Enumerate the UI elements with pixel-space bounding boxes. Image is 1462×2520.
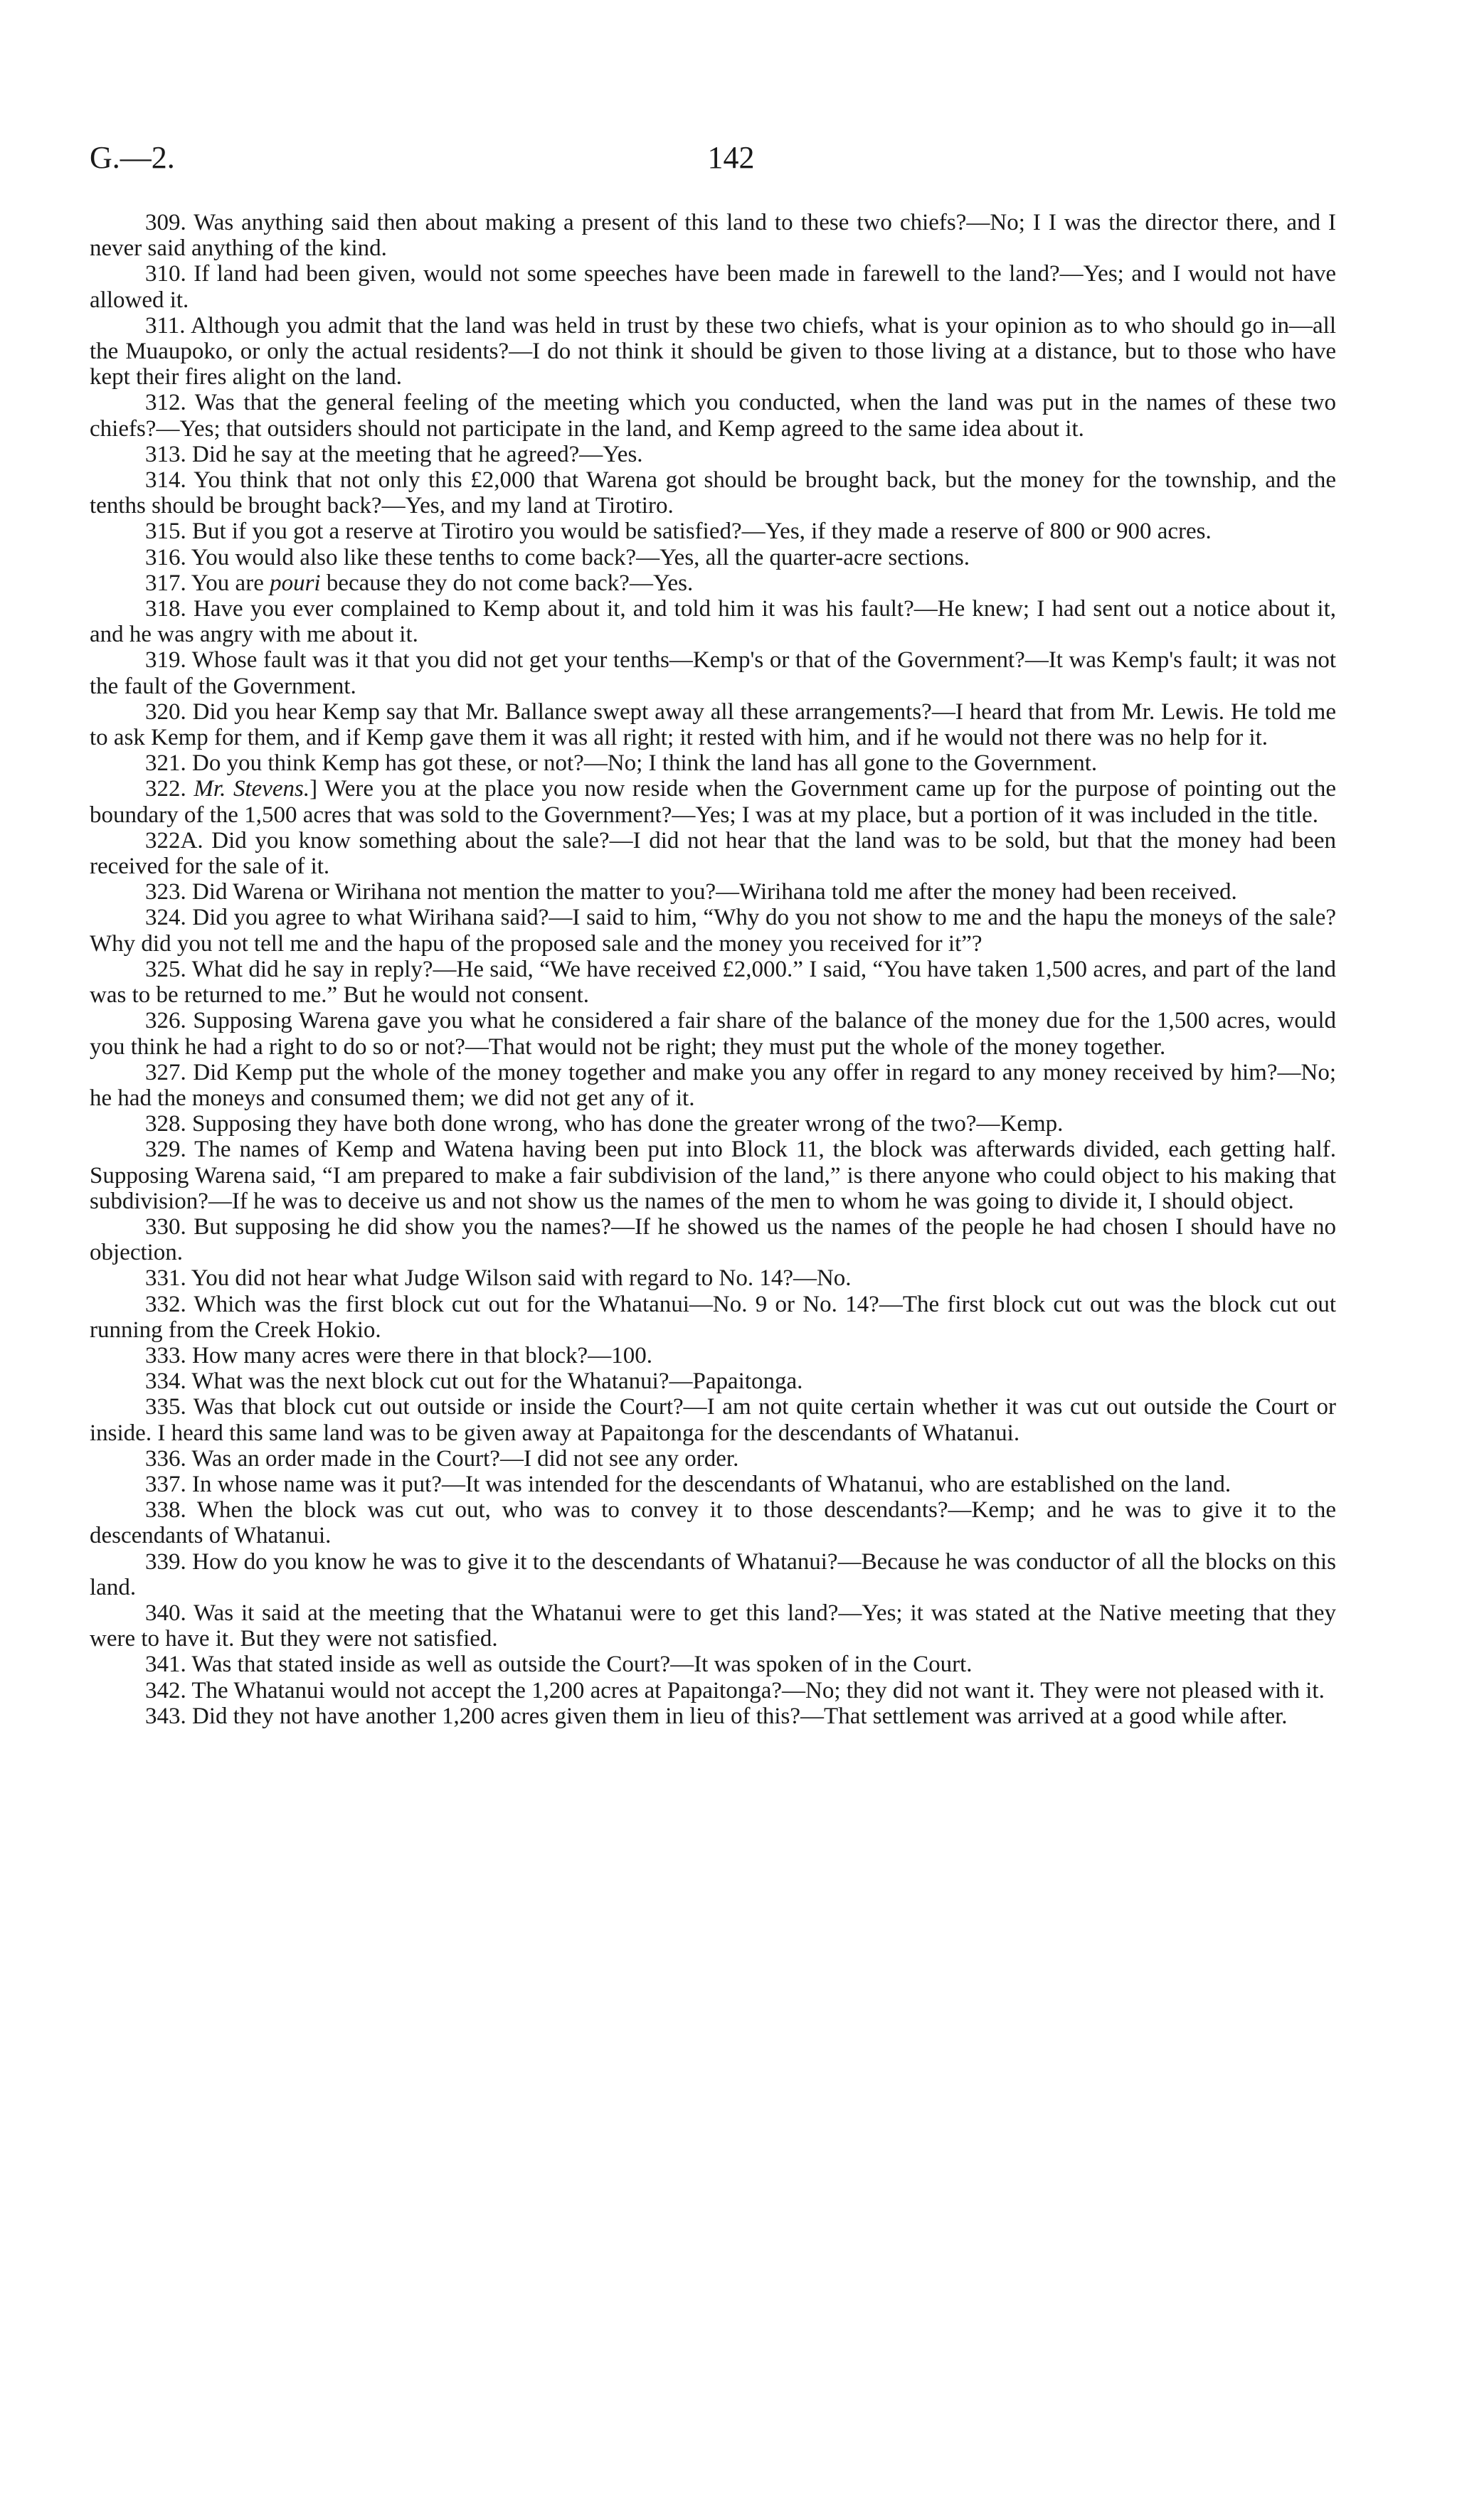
- answer-text: —It was intended for the descendants of Whatanui, who are established on the land.: [442, 1471, 1231, 1497]
- question-number: 339.: [145, 1548, 186, 1575]
- question-number: 329.: [145, 1137, 186, 1163]
- testimony-paragraph: [90, 1472, 1336, 1497]
- question-text: Do you think Kemp has got these, or not?: [186, 750, 584, 777]
- testimony-paragraph: [90, 1111, 1336, 1137]
- answer-text: —Wirihana told me after the money had been received.: [716, 879, 1237, 905]
- question-number: 315.: [145, 519, 186, 545]
- question-text: Which was the first block cut out for the Whatanui—No. 9 or No. 14?: [186, 1291, 879, 1317]
- question-text: What did he say in reply?: [186, 956, 433, 982]
- question-text: Was anything said then about making a present of this land to these two chiefs?: [186, 210, 967, 235]
- question-text: You would also like these tenths to come back?: [186, 544, 637, 570]
- answer-text: —No.: [793, 1265, 852, 1292]
- question-text: Did you hear Kemp say that Mr. Ballance swept away all these arrangements?: [186, 698, 932, 725]
- answer-text: —He said, “We have received £2,000.” I said, “You have taken 1,500 acres, and part of the land was to be returned to me.” But he would not consent.: [90, 956, 1336, 1009]
- answer-text: —If he was to deceive us and not show us the names of the men to whom he was going to divide it, I should object.: [208, 1188, 1294, 1214]
- testimony-paragraph: [90, 957, 1336, 1008]
- answer-text: —That settlement was arrived at a good while after.: [800, 1703, 1288, 1729]
- question-text: Was an order made in the Court?: [186, 1445, 500, 1472]
- testimony-paragraph: [90, 442, 1336, 467]
- testimony-paragraph: [90, 1549, 1336, 1600]
- page-header: [90, 139, 1372, 182]
- answer-text: —I did not see any order.: [499, 1445, 739, 1472]
- testimony-paragraph: [90, 570, 1336, 596]
- answer-text: —I heard that from Mr. Lewis. He told me to ask Kemp for them, and if Kemp gave them it was all right; it rested with him, and if he would not there was no help for it.: [90, 698, 1336, 751]
- question-number: 330.: [145, 1213, 186, 1240]
- question-number: 325.: [145, 956, 186, 982]
- answer-text: —I do not think it should be given to those living at a distance, but to those who have kept their fires alight on the land.: [90, 339, 1336, 390]
- question-number: 326.: [145, 1008, 186, 1034]
- answer-text: —Yes; that outsiders should not participate in the land, and Kemp agreed to the same idea about it.: [156, 415, 1084, 442]
- testimony-paragraph: [90, 1137, 1336, 1214]
- question-number: 332.: [145, 1291, 186, 1317]
- testimony-paragraph: [90, 390, 1336, 441]
- testimony-paragraph: [90, 1008, 1336, 1059]
- testimony-paragraph: [90, 1060, 1336, 1111]
- question-number: 310.: [145, 261, 186, 287]
- testimony-paragraph: [90, 1600, 1336, 1652]
- answer-text: —Yes; I was at my place, but a portion of it was included in the title.: [672, 802, 1318, 828]
- question-text: Did you agree to what Wirihana said?: [186, 905, 549, 931]
- question-number: 320.: [145, 698, 186, 725]
- testimony-paragraph: [90, 1368, 1336, 1394]
- question-text: Did Kemp put the whole of the money together and make you any offer in regard to any money received by him?: [186, 1059, 1278, 1085]
- answer-text: —Yes, if they made a reserve of 800 or 900 acres.: [741, 519, 1212, 545]
- question-number: 328.: [145, 1111, 186, 1137]
- testimony-paragraph: [90, 261, 1336, 312]
- testimony-paragraph: [90, 699, 1336, 750]
- answer-text: —Yes, and my land at Tirotiro.: [381, 493, 674, 519]
- testimony-paragraph: [90, 828, 1336, 879]
- answer-text: —I did not hear that the land was to be sold, but that the money had been received for the sale of it.: [90, 827, 1336, 880]
- question-text: Was it said at the meeting that the Whatanui were to get this land?: [186, 1600, 839, 1626]
- question-number: 337.: [145, 1471, 186, 1497]
- question-text: In whose name was it put?: [186, 1471, 442, 1497]
- testimony-paragraph: [90, 1394, 1336, 1445]
- answer-text: —Yes; it was stated at the Native meeting that they were to have it. But they were not satisfied.: [90, 1600, 1336, 1652]
- testimony-paragraph: [90, 313, 1336, 390]
- question-number: 312.: [145, 390, 186, 416]
- question-text: If land had been given, would not some speeches have been made in farewell to the land?: [186, 261, 1060, 287]
- answer-text: —Yes, all the quarter-acre sections.: [636, 544, 970, 570]
- question-text: Supposing Warena gave you what he considered a fair share of the balance of the money due for the 1,500 acres, would you think he had a right to do so or not?: [90, 1008, 1336, 1060]
- answer-text: —100.: [588, 1342, 652, 1368]
- answer-text: —Because he was conductor of all the blocks on this land.: [90, 1548, 1336, 1600]
- question-number: 316.: [145, 544, 186, 570]
- question-text: You did not hear what Judge Wilson said with regard to No. 14?: [186, 1265, 793, 1292]
- question-number: 334.: [145, 1368, 186, 1395]
- testimony-paragraph: [90, 1703, 1336, 1729]
- testimony-paragraph: [90, 467, 1336, 519]
- question-text: Although you admit that the land was held in trust by these two chiefs, what is your opinion as to who should go in—all the Muaupoko, or only the actual residents?: [90, 312, 1336, 365]
- question-text: How do you know he was to give it to the descendants of Whatanui?: [186, 1548, 838, 1575]
- answer-text: —Kemp; and he was to give it to the descendants of Whatanui.: [90, 1497, 1336, 1549]
- question-number: 343.: [145, 1703, 186, 1729]
- testimony-paragraph: [90, 210, 1336, 261]
- testimony-paragraph: [90, 1652, 1336, 1677]
- testimony-paragraph: [90, 750, 1336, 776]
- question-number: 317.: [145, 570, 186, 596]
- question-text: Supposing they have both done wrong, who has done the greater wrong of the two?: [186, 1111, 977, 1137]
- answer-text: —No; I I was the director there, and I never said anything of the kind.: [90, 210, 1337, 262]
- question-text: Whose fault was it that you did not get your tenths—Kemp's or that of the Government?: [186, 647, 1025, 674]
- answer-text: —Kemp.: [976, 1111, 1064, 1137]
- testimony-paragraph: [90, 519, 1336, 544]
- question-number: 311.: [145, 312, 186, 339]
- document-id: G.—2.: [90, 140, 175, 175]
- question-text: What was the next block cut out for the Whatanui?: [186, 1368, 669, 1395]
- question-number: 331.: [145, 1265, 186, 1292]
- answer-text: —It was spoken of in the Court.: [670, 1652, 973, 1678]
- testimony-paragraph: [90, 647, 1336, 698]
- testimony-paragraph: [90, 596, 1336, 647]
- answer-text: —No; he had the moneys and consumed them; we did not get any of it.: [90, 1059, 1336, 1111]
- question-text: When the block was cut out, who was to convey it to those descendants?: [186, 1497, 948, 1524]
- answer-text: —I am not quite certain whether it was cut out outside the Court or inside. I heard this same land was to be given away at Papaitonga for the descendants of Whatanui.: [90, 1394, 1337, 1446]
- answer-text: —Papaitonga.: [669, 1368, 803, 1395]
- question-text: Was that block cut out outside or inside the Court?: [186, 1394, 684, 1420]
- testimony-paragraph: [90, 776, 1336, 827]
- question-text: Was that the general feeling of the meeting which you conducted, when the land was put in the names of these two chiefs?: [90, 390, 1336, 442]
- question-number: 321.: [145, 750, 186, 777]
- question-text: because they do not come back?: [320, 570, 630, 596]
- answer-text: —The first block cut out was the block cut out running from the Creek Hokio.: [90, 1291, 1336, 1343]
- italic-text: Mr. Stevens.: [194, 776, 310, 802]
- question-text: Have you ever complained to Kemp about it, and told him it was his fault?: [186, 596, 914, 622]
- question-text: Was that stated inside as well as outside the Court?: [186, 1652, 671, 1678]
- question-number: 314.: [145, 467, 186, 494]
- answer-text: —Yes.: [579, 441, 643, 467]
- question-text: But supposing he did show you the names?: [186, 1213, 612, 1240]
- question-number: 327.: [145, 1059, 186, 1085]
- question-number: 338.: [145, 1497, 186, 1524]
- question-text: The names of Kemp and Watena having been put into Block 11, the block was afterwards divided, each getting half. Supposing Warena said, “I am prepared to make a fair subdivision of the land,” is there anyone who could object to his making that subdivision?: [90, 1137, 1336, 1214]
- question-number: 341.: [145, 1652, 186, 1678]
- question-number: 318.: [145, 596, 186, 622]
- question-number: 319.: [145, 647, 186, 674]
- question-number: 322A.: [145, 827, 203, 854]
- testimony-paragraph: [90, 905, 1336, 956]
- answer-text: —Yes; and I would not have allowed it.: [90, 261, 1336, 313]
- question-text: Did Warena or Wirihana not mention the matter to you?: [186, 879, 716, 905]
- question-text: You are: [186, 570, 270, 596]
- question-text: You think that not only this £2,000 that Warena got should be brought back, but the money for the township, and the tenths should be brought back?: [90, 467, 1336, 519]
- testimony-paragraph: [90, 1497, 1336, 1548]
- question-number: 322.: [145, 776, 186, 802]
- answer-text: —No; I think the land has all gone to the Government.: [583, 750, 1098, 777]
- question-number: 340.: [145, 1600, 186, 1626]
- answer-text: —No; they did not want it. They were not pleased with it.: [782, 1677, 1325, 1703]
- question-text: Did you know something about the sale?: [203, 827, 610, 854]
- testimony-paragraph: [90, 879, 1336, 905]
- question-text: ] Were you at the place you now reside when the Government came up for the purpose of pointing out the boundary of the 1,500 acres that was sold to the Government?: [90, 776, 1336, 828]
- answer-text: —If he showed us the names of the people he had chosen I should have no objection.: [90, 1213, 1336, 1266]
- question-number: 323.: [145, 879, 186, 905]
- question-number: 342.: [145, 1677, 186, 1703]
- answer-text: —I said to him, “Why do you not show to me and the hapu the moneys of the sale? Why did you not tell me and the hapu of the proposed sale and the money you received for it”?: [90, 905, 1336, 957]
- testimony-paragraph: [90, 1446, 1336, 1472]
- page-number: 142: [707, 140, 755, 175]
- testimony-paragraph: [90, 1214, 1336, 1265]
- answer-text: —That would not be right; they must put the whole of the money together.: [465, 1033, 1166, 1060]
- testimony-paragraph: [90, 545, 1336, 570]
- question-number: 333.: [145, 1342, 186, 1368]
- question-number: 313.: [145, 441, 186, 467]
- question-text: How many acres were there in that block?: [186, 1342, 588, 1368]
- italic-text: pouri: [270, 570, 321, 596]
- testimony-paragraph: [90, 1343, 1336, 1368]
- testimony-paragraph: [90, 1292, 1336, 1343]
- question-number: 324.: [145, 905, 186, 931]
- question-number: 309.: [145, 210, 186, 235]
- question-number: 336.: [145, 1445, 186, 1472]
- question-text: But if you got a reserve at Tirotiro you would be satisfied?: [186, 519, 742, 545]
- answer-text: —He knew; I had sent out a notice about it, and he was angry with me about it.: [90, 596, 1336, 648]
- testimony-paragraph: [90, 1678, 1336, 1703]
- answer-text: —Yes.: [629, 570, 694, 596]
- question-number: 335.: [145, 1394, 186, 1420]
- question-text: Did he say at the meeting that he agreed?: [186, 441, 580, 467]
- question-text: The Whatanui would not accept the 1,200 acres at Papaitonga?: [186, 1677, 782, 1703]
- question-text: Did they not have another 1,200 acres given them in lieu of this?: [186, 1703, 801, 1729]
- testimony-paragraph: [90, 1265, 1336, 1291]
- answer-text: —It was Kemp's fault; it was not the fault of the Government.: [90, 647, 1336, 699]
- testimony-body: [90, 210, 1336, 1729]
